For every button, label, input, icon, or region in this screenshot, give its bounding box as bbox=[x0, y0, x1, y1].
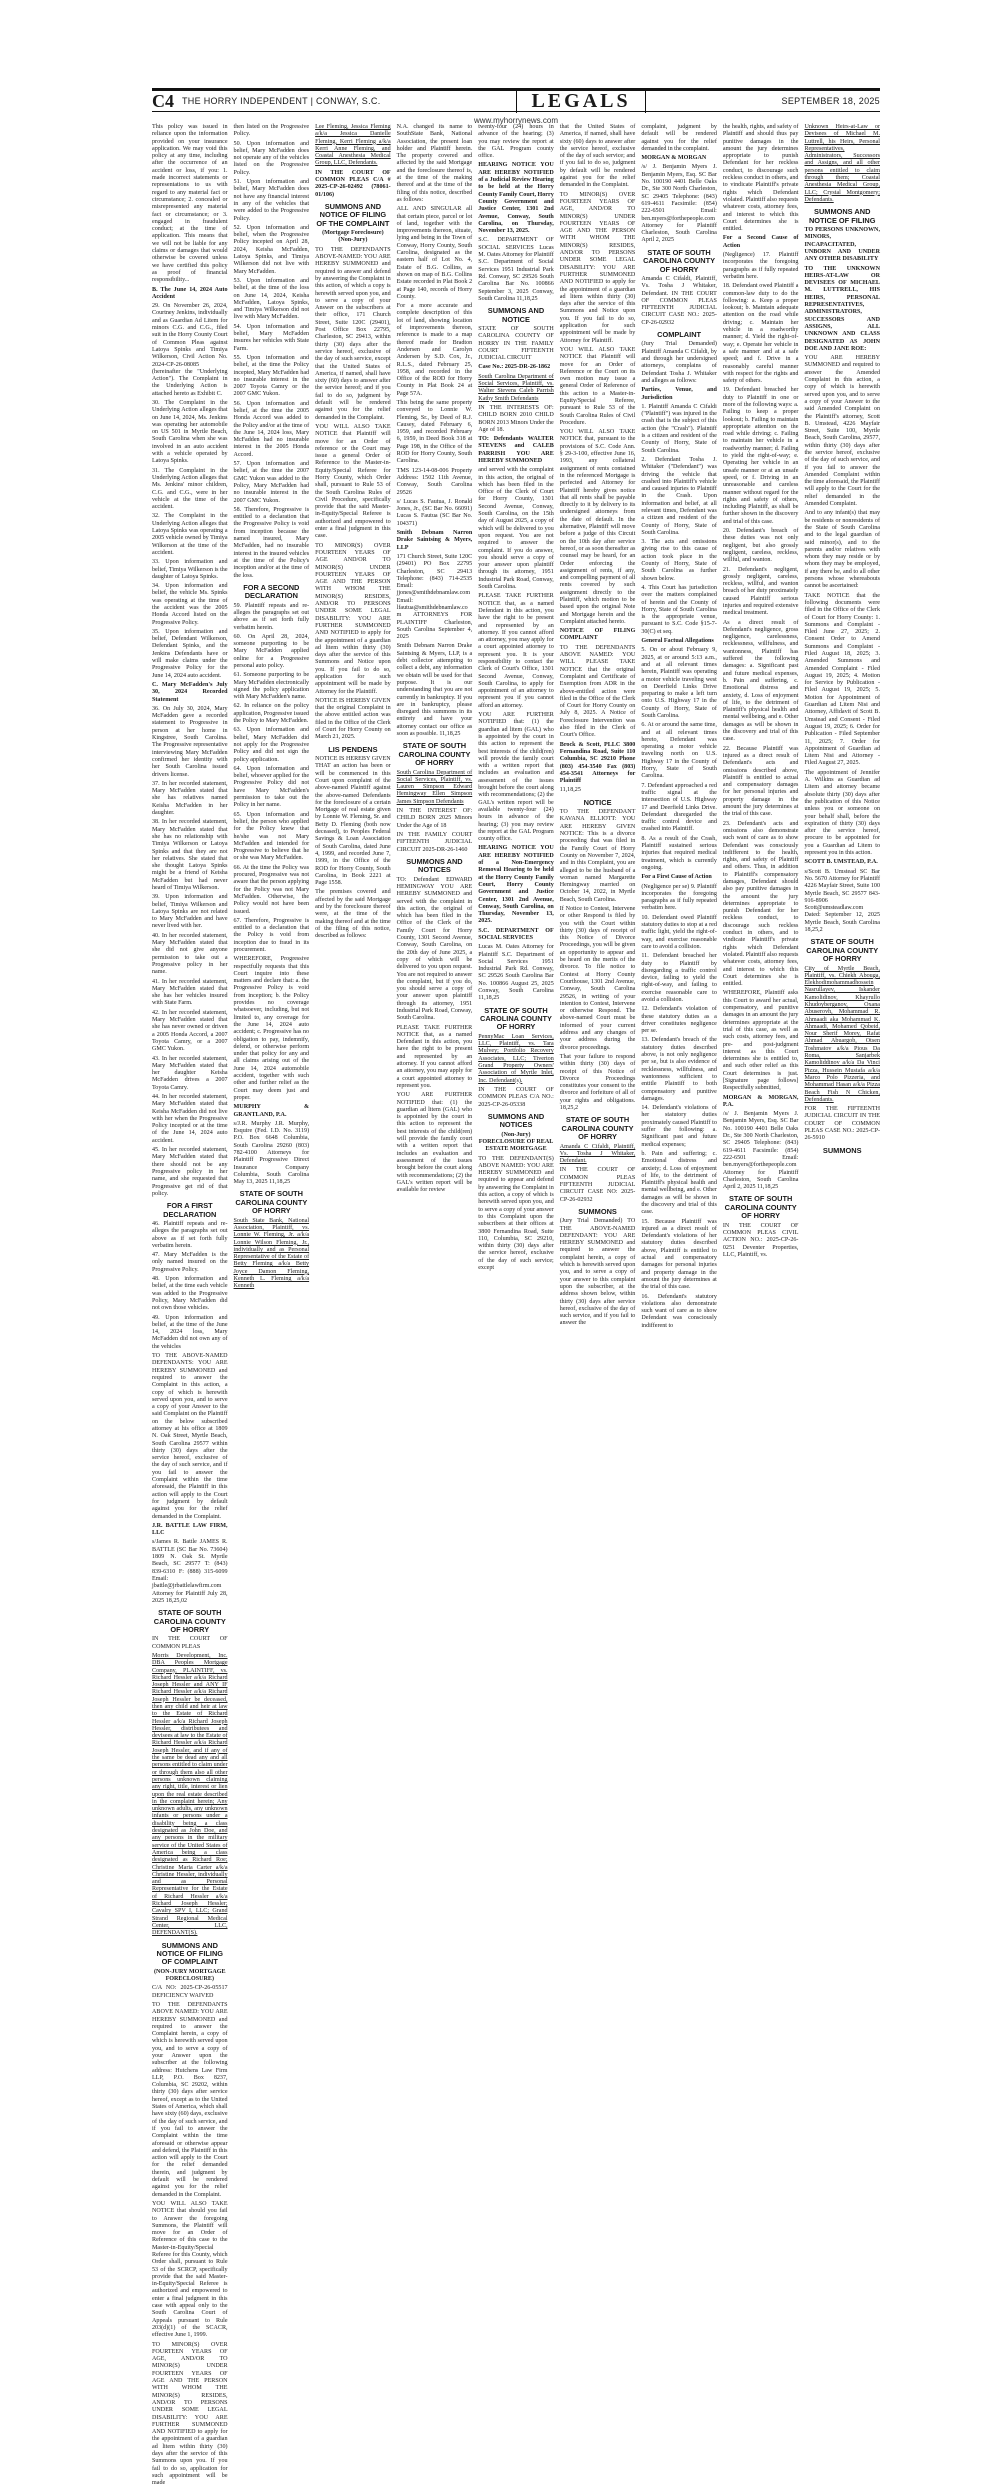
notice-paragraph: 8. As a result of the Crash, Plaintiff sustained serious injuries that required medical treatment, which is currently ongoing. bbox=[641, 835, 717, 871]
notice-paragraph: 40. In her recorded statement, Mary McFadden stated that she did not give anyone permission to take out a Progressive policy in her name. bbox=[152, 932, 228, 976]
notice-heading: SUMMONS bbox=[578, 1206, 617, 1216]
notice-paragraph: YOU WILL ALSO TAKE NOTICE that Plaintiff will move for an Order of reference or the Court may issue a general Order of Reference to the Master-in-Equity/Special Referee for Horry County, which Order shall, pursuant to Rule 53 of the South Carolina Rules of Civil Procedure, specifically provide that the said Master-in-Equity/Special Referee is authorized and empowered to enter a final judgment in this case. bbox=[315, 423, 391, 540]
notice-paragraph: 11,18,25 bbox=[559, 787, 581, 794]
case-parties: City of Myrtle Beach, Plaintiff, vs. Chiekh Abouga, Elekhodimohammadhossein Nasrullayev, Iskander Kamolidinov, Khayrullo Khudoyberganov, Oxana Abuserovh, Mohammad R. Ahmaadi aka Mohammad K. Ahmaadi, Mohamed Qobeid, Nour Sherif Morey, Rafat Ahmad Abuargob, Otsen Toshmatov a/k/a Pious Da Roma, Sanjarbek Kamoliddinov a/k/a Da Vinci Pizza, Hussein Mustafa a/k/a Marco Polo Pizzeria, and Mohammad Hasan a/k/a Pizza Beach Fish N Chicken, Defendants. bbox=[804, 965, 880, 1103]
notice-paragraph: 12. Defendant's violation of these statutory duties as a driver constitutes negligence per se. bbox=[641, 1006, 717, 1035]
bold-caption: S.C. DEPARTMENT OF SOCIAL SERVICES bbox=[478, 927, 554, 941]
notice-heading: SUMMONS AND NOTICES bbox=[406, 856, 463, 875]
notice-paragraph: 61. Someone purporting to be Mary McFadden electronically signed the policy application with Mary McFadden's name. bbox=[233, 672, 310, 701]
notice-paragraph: IN THE FAMILY COURT FIFTEENTH JUDICIAL CIRCUIT 2025-DR-26-1460 bbox=[396, 831, 473, 853]
notice-paragraph: 63. Upon information and belief, Mary McFadden did not apply for the Progressive Policy and did not sign the policy application. bbox=[233, 727, 310, 763]
notice-paragraph: NOTICE IS HEREBY GIVEN THAT an action has been or will be commenced in this Court upon complaint of the above-named Plaintiff against the above-named Defendants for the foreclosure of a certain Mortgage of real estate given by Lonnie W. Fleming, Sr. and Betty D. Fleming (both now deceased), to Peoples Federal Savings & Loan Association of South Carolina, dated June 4, 1999, and recorded June 7, 1999, in the Office of the ROD for Horry County, South Carolina, in Book 2221 at Page 1558. bbox=[315, 756, 391, 887]
notice-paragraph: 55. Upon information and belief, at the time the Policy incepted, Mary McFadden had no insurable interest in the 2007 Toyota Camry or the 2007 GMC Yukon. bbox=[233, 354, 310, 398]
notice-paragraph: 3. The acts and omissions giving rise to this cause of action took place in the County of Horry, State of South Carolina as further shown below. bbox=[641, 539, 717, 582]
notice-paragraph: 19. Defendant breached her duty to Plaintiff in one or more of the following ways: a. Failing to keep a proper lookout; b. Failing to maintain appropriate attention on the road while driving; c. Failing to maintain her vehicle in a roadworthy manner; d. Failing to yield the right-of-way; e. Operating her vehicle in an unsafe manner or at an unsafe speed, or f. Driving in an unreasonable and careless manner without regard for the rights and safety of others, including Plaintiff, as shall be further shown in the discovery and trial of this case. bbox=[722, 387, 799, 525]
notice-paragraph: IN THE INTERESTS OF: CHILD BORN 2010 CHILD BORN 2013 Minors Under the Age of 18. bbox=[478, 404, 554, 433]
notice-paragraph: For a more accurate and complete description of this lot of land, showing location of improvements thereon, reference is made to a map thereof made for Bradton Andersen and Carolyn Andersen by S.D. Cox, Jr., R.L.S., dated February 25, 1958, and recorded in the Office of the ROD for Horry County in Plat Book 24 at Page 57A. bbox=[396, 303, 473, 397]
notice-paragraph: ALL AND SINGULAR all that certain piece, parcel or lot of land, together with the improvements thereon, situate, lying and being in the Town of Conway, Horry County, South Carolina, designated as the eastern half of Lot No. 4, Estate of B.G. Collins, as shown on map of B.G. Collins Estate recorded in Plat Book 2 at Page 140, records of Horry County. bbox=[396, 206, 473, 300]
text-column bbox=[234, 124, 310, 1353]
notice-heading: STATE OF SOUTH CAROLINA COUNTY OF HORRY bbox=[643, 247, 716, 274]
notice-paragraph: IN THE COURT OF COMMON PLEAS C/A NO.: 2025-CP-26-05338 bbox=[478, 1086, 554, 1108]
bold-caption: HEARING NOTICE YOU ARE HEREBY NOTIFIED of a Non-Emergency Removal Hearing to be held at the Horry County Family Court, Horry County Government and Justice Center, 1301 2nd Avenue, Conway, South Carolina, on Thursday, November 13, 2025. bbox=[478, 845, 554, 925]
notice-paragraph: 23. Defendant's acts and omissions also demonstrate such want of care as to show Defendant was consciously indifferent to the health, rights, and safety of Plaintiff and others. Thus, in addition to Plaintiff's compensatory damages, Defendant should also pay punitive damages in the amount the jury determines appropriate to punish Defendant for her reckless conduct, to discourage such reckless conduct in others, and to vindicate Plaintiff's private rights which Defendant violated. Plaintiff also requests whatever costs, attorney fees, and interest to which this Court determines she is entitled. bbox=[722, 820, 799, 988]
notice-paragraph: s/Scott B. Umstead SC Bar No. 5670 Attorney for Plaintiff 4226 Mayfair Street, Suite 100 Myrtle Beach, SC 29577 843-916-8906 Scott@umsteadlaw.com Dated: September 12, 2025 Myrtle Beach, South Carolina 18,25,2 bbox=[804, 868, 880, 933]
notice-paragraph: IN THE INTEREST OF: CHILD BORN 2025 Minors Under the Age of 18 bbox=[396, 808, 473, 829]
notice-paragraph: TO THE DEFENDANT(S) ABOVE NAMED: YOU ARE HEREBY SUMMONED and required to appear and defend by answering the Complaint in this action, a copy of which is herewith served upon you, and to serve a copy of your answer to this Complaint upon the subscribers at their offices at 3800 Fernandina Road, Suite 110, Columbia, SC 29210, within thirty (30) days after the service hereof, exclusive of the day of such service; except bbox=[478, 1155, 554, 1271]
notice-paragraph: 35. Upon information and belief, Defendant Wilkerson, Defendant Spinks, and the Jenkins Defendants have or will make claims under the Progressive Policy for the June 14, 2024 auto accident. bbox=[152, 628, 228, 679]
bold-caption: HEARING NOTICE YOU ARE HEREBY NOTIFIED of a Judicial Review Hearing to be held at the Horry County Family Court, Horry County Government and Justice Center, 1301 2nd Avenue, Conway, South Carolina, on Thursday, November 13, 2025. bbox=[478, 162, 554, 235]
text-column bbox=[315, 124, 391, 1353]
notice-paragraph: N.A. changed its name to SouthState Bank, National Association, the present loan holder and Plaintiff herein. The property covered and affected by the said Mortgage and the foreclosure thereof is, at the time of the making thereof and at the time of the filing of this notice, described as follows: bbox=[396, 124, 473, 203]
notice-paragraph: 59. Plaintiff repeats and re-alleges the paragraphs set out above as if set forth fully verbatim herein. bbox=[233, 602, 310, 631]
publication-name: THE HORRY INDEPENDENT | CONWAY, S.C. bbox=[182, 96, 381, 106]
notice-paragraph: TO THE DEFENDANTS ABOVE NAMED: YOU WILL PLEASE TAKE NOTICE that the original Complaint and Certificate of Exemption from ADR in the above-entitled action were filed in the Office of the Clerk of Court for Horry County on July 8, 2025. A Notice of Foreclosure Intervention was also filed in the Clerk of Court's Office. bbox=[559, 644, 636, 739]
case-parties: Amanda C Cifaldi, Plaintiff, Vs. Tosha J Whitaker, Defendant. bbox=[559, 1143, 636, 1165]
notice-paragraph: YOU WILL ALSO TAKE NOTICE that, pursuant to the provisions of S.C. Code Ann. § 29-3-100, effective June 16, 1993, any collateral assignment of rents contained in the referenced Mortgage is perfected and Attorney for Plaintiff hereby gives notice that all rents shall be payable directly to it by delivery to its undersigned attorneys from the date of default. In the alternative, Plaintiff will move before a judge of this Circuit on the 10th day after service hereof, or as soon thereafter as counsel may be heard, for an Order enforcing the assignment of rents, if any, and compelling payment of all rents covered by such assignment directly to the Plaintiff, which motion to be based upon the original Note and Mortgage herein and the Complaint attached hereto. bbox=[559, 429, 636, 625]
case-parties: South Carolina Department of Social Services, Plaintiff, vs. Walter Stevens Caleb Parrish Kathy Smith Defendants bbox=[478, 373, 554, 402]
notice-paragraph: TO MINOR(S) OVER FOURTEEN YEARS OF AGE, AND/OR TO MINOR(S) UNDER FOURTEEN YEARS OF AGE AND THE PERSON WITH WHOM THE MINOR(S) RESIDES, AND/OR TO PERSONS UNDER SOME LEGAL DISABILITY: YOU ARE FURTHER SUMMONED AND NOTIFIED to apply for the appointment of a guardian ad litem within thirty (30) days after the service of this Summons and Notice upon you. If you fail to do so, application for such appointment will be made by Attorney for Plaintiff. bbox=[559, 191, 636, 344]
notice-paragraph: FOR THE FIFTEENTH JUDICIAL CIRCUIT IN THE COURT OF COMMON PLEAS CASE NO.: 2025-CP-26-5910 bbox=[804, 1106, 880, 1142]
notice-paragraph: (Jury Trial Demanded) TO THE ABOVE-NAMED DEFENDANT: YOU ARE HEREBY SUMMONED and required to answer the complaint herein, a copy of which is herewith served upon you, and to serve a copy of your answer to this complaint upon the subscriber, at the address shown below, within thirty (30) days after service hereof, exclusive of the day of such service, and if you fail to answer the bbox=[559, 1218, 636, 1327]
notice-paragraph: b. Pain and suffering; c. Emotional distress and anxiety; d. Loss of enjoyment of life, to the detriment of Plaintiff's physical health and mental wellbeing, and e. Other damages as will be shown in the discovery and trial of this case. bbox=[641, 1150, 717, 1216]
text-column bbox=[152, 124, 228, 1353]
notice-paragraph: 171 Church Street, Suite 120C (29401) PO Box 22795 Charleston, SC 29413 Telephone: (843) 714-2535 Email: jjones@smithdebnamlaw.com Email: lfautua@smithdebnamlaw.com ATTORNEYS FOR PLAINTIFF Charleston, South Carolina September 4, 2025 bbox=[396, 553, 473, 641]
notice-paragraph: 42. In her recorded statement, Mary McFadden stated that she has never owned or driven a 2005 Honda Accord, a 2007 Toyota Camry, or a 2007 GMC Yukon. bbox=[152, 1009, 228, 1053]
notice-paragraph: 62. In reliance on the policy application, Progressive issued the Policy to Mary McFadden. bbox=[233, 703, 310, 725]
notice-paragraph: 60. On April 28, 2024, someone purporting to be Mary McFadden applied online for a Progressive personal auto policy. bbox=[233, 633, 310, 669]
notice-paragraph: 15. Because Plaintiff was injured as a direct result of Defendant's violations of her statutory duties described above, Plaintiff is entitled to actual and compensatory damages for personal injuries and property damage in the amount the jury determines at the trial of this case. bbox=[641, 1218, 717, 1291]
bold-caption: Smith Debnam Narron Drake Saintsing & Myers, LLP bbox=[396, 530, 473, 551]
issue-date: SEPTEMBER 18, 2025 bbox=[781, 96, 880, 106]
notice-heading: SUMMONS AND NOTICES bbox=[487, 1111, 545, 1130]
text-column bbox=[723, 124, 799, 1353]
notice-paragraph: s/James R. Battle JAMES R. BATTLE (SC Bar No. 73604) 1809 N. Oak St. Myrtle Beach, SC 29577 T: (843) 839-6310 F: (888) 315-6099 Email: jbattle@jrbattlelawfirm.com Attorney for Plaintiff July 28, 2025 18,25,02 bbox=[152, 1539, 228, 1604]
notice-paragraph: 48. Upon information and belief, at the time each vehicle was added to the Progressive Policy, Mary McFadden did not own those vehicles. bbox=[152, 1276, 228, 1312]
notice-paragraph: s/J.R. Murphy J.R. Murphy, Esquire (Fed. I.D. No. 3119) P.O. Box 6648 Columbia, South Carolina 29260 (803) 782-4100 Attorneys for Plaintiff Progressive Direct Insurance Company Columbia, South Carolina May 13, 2025 11,18,25 bbox=[233, 1120, 310, 1186]
notice-paragraph: 39. Upon information and belief, Timiya Wilkerson and Latoya Spinks are not related to Mary McFadden and have never lived with her. bbox=[152, 894, 228, 930]
notice-subheading: (Non-Jury) FORECLOSURE OF REAL ESTATE MORTGAGE bbox=[478, 1131, 554, 1153]
notice-paragraph: 65. Upon information and belief, the person who applied for the Policy knew that he/she was not Mary McFadden and intended for Progressive to believe that he or she was Mary McFadden. bbox=[233, 811, 310, 862]
case-parties: Morris Development, Inc. DBA Peoples Mortgage Company, PLAINTIFF, vs. Richard Hessler a/k/a Richard Joseph Hessler and ANY IF Richard Hessler a/k/a Richard Joseph Hessler be deceased, then any child and heir at law to the Estate of Richard Hessler a/k/a Richard Joseph Hessler, distributees and devisees at law to the Estate of Richard Hessler a/k/a Richard Joseph Hessler, and if any of the same be dead any and all persons entitled to claim under or through them also all other persons unknown claiming any right, title, interest or lien upon the real estate described in the complaint herein; Any unknown adults, any unknown infants or persons under a disability being a class designated as John Doe, and any persons in the military service of the United States of America being a class designated as Richard Roe; Christine Maria Carter a/k/a Christine Hessler, individually and as Personal Representative for the Estate of Richard Hessler a/k/a Richard Joseph Hessler; Cavalry SPV I, LLC; Grand Strand Regional Medical Center, LLC, DEFENDANT(S). bbox=[152, 1652, 228, 1937]
notice-paragraph: TO THE DEFENDANTS ABOVE-NAMED: YOU ARE HEREBY SUMMONED and required to answer and defend by answering the Complaint in this action, of which a copy is herewith served upon you, and to serve a copy of your Answer on the subscribers at their office, 171 Church Street, Suite 120C (29401), Post Office Box 22795, Charleston, SC 29413, within thirty (30) days after the service hereof, exclusive of the day of such service, except that the United States of America, if named, shall have sixty (60) days to answer after the service hereof; and if you fail to do so, judgment by default will be rendered against you for the relief demanded in the Complaint. bbox=[315, 246, 391, 421]
notice-paragraph: 45. In her recorded statement, Mary McFadden stated that there should not be any Progressive policy in her name, and she requested that Progressive get rid of that policy. bbox=[152, 1147, 228, 1197]
notice-subheading: (Mortgage Foreclosure) (Non-Jury) bbox=[322, 230, 384, 244]
notice-paragraph: 5. On or about February 9, 2025, at or around 5:13 a.m., and at all relevant times herein, Plaintiff was operating a motor vehicle traveling west on Deerfield Links Drive preparing to make a left turn onto U.S. Highway 17 in the County of Horry, State of South Carolina. bbox=[641, 647, 717, 719]
notice-paragraph: The premises covered and affected by the said Mortgage and by the foreclosure thereof were, at the time of the making thereof and at the time of the filing of this notice, described as follows: bbox=[315, 889, 391, 940]
notice-paragraph: complaint, judgment by default will be rendered against you for the relief demanded in the complaint. bbox=[641, 124, 717, 152]
bold-caption: For a First Cause of Action bbox=[641, 874, 712, 881]
notice-paragraph: 37. In her recorded statement, Mary McFadden stated that she has relatives named Keisha McFadden in her daughter. bbox=[152, 780, 228, 817]
notice-heading: STATE OF SOUTH CAROLINA COUNTY OF HORRY bbox=[235, 1189, 308, 1216]
notice-paragraph: that the United States of America, if named, shall have sixty (60) days to answer after the service hereof, exclusive of the day of such service; and if you fail to do so, judgment by default will be rendered against you for the relief demanded in the Complaint. bbox=[559, 124, 636, 189]
notice-paragraph: and served with the complaint in this action, the original of which has been filed in the Office of the Clerk of Court for Horry County, 1301 Second Avenue, Conway, South Carolina, on the 15th day of August 2025, a copy of which will be delivered to you upon request. You are not required to answer the complaint. If you do answer, you should serve a copy of your answer upon plaintiff through its attorney, 1951 Industrial Park Road, Conway, South Carolina. bbox=[478, 467, 554, 591]
notice-paragraph: C/A NO: 2025-CP-26-05517 DEFICIENCY WAIVED bbox=[152, 1985, 228, 1999]
notice-paragraph: 57. Upon information and belief, at the time the 2007 GMC Yukon was added to the Policy, Mary McFadden had no insurable interest in the 2007 GMC Yukon. bbox=[233, 461, 310, 504]
notice-paragraph: TO THE ABOVE-NAMED DEFENDANTS: YOU ARE HEREBY SUMMONED and required to answer the Complaint in this action, a copy of which is herewith served upon you, and to serve a copy of your Answer to the said Complaint on the Plaintiff on the below subscribed attorney at his office at 1809 N. Oak Street, Myrtle Beach, South Carolina 29577 within thirty (30) days after the service hereof, exclusive of the day of such service, and if you fail to answer the Complaint within the time aforesaid, the Plaintiff in this action will apply to the Court for judgment by default against you for the relief demanded in the Complaint. bbox=[152, 1353, 228, 1520]
site-url[interactable]: www.myhorrynews.com bbox=[473, 116, 558, 125]
bold-caption: Case No.: 2025-DR-26-1862 bbox=[478, 364, 551, 371]
notice-paragraph: 16. Defendant's statutory violations also demonstrate such want of care as to show Defendant was consciously indifferent to bbox=[641, 1293, 717, 1329]
bold-caption: B. The June 14, 2024 Auto Accident bbox=[152, 286, 228, 300]
text-column bbox=[478, 124, 554, 1353]
notice-paragraph: 38. In her recorded statement, Mary McFadden stated that she has no relationship with Timiya Wilkerson or Latoya Spinks and that they are not her relatives. She stated that she thought Latoya Spinks might be a friend of Keisha McFadden but had never heard of Timiya Wilkerson. bbox=[152, 819, 228, 891]
notice-heading: STATE OF SOUTH CAROLINA COUNTY OF HORRY bbox=[724, 1194, 797, 1221]
notice-paragraph: 46. Plaintiff repeats and re-alleges the paragraphs set out above as if set forth fully verbatim herein. bbox=[152, 1220, 228, 1249]
bold-caption: TO: Defendants WALTER STEVENS and CALEB PARRISH YOU ARE HEREBY SUMMONED bbox=[478, 436, 554, 464]
text-column bbox=[397, 124, 473, 1353]
case-parties: South Carolina Department of Social Services, Plaintiff, vs. Lauren Simpson Edward Hemingway Ellen Simpson James Simpson Defendants bbox=[396, 769, 473, 805]
notice-paragraph: 43. In her recorded statement, Mary McFadden stated that her daughter Keisha McFadden drives a 2007 Toyota Camry. bbox=[152, 1055, 228, 1091]
case-parties: Lee Fleming, Jessica Fleming a/k/a Jessica Danielle Fleming, Kerri Fleming a/k/a Kerri Anne Fleming, and Coastal Anesthesia Medical Group, LLC, Defendants. bbox=[315, 124, 391, 167]
legal-notice-columns bbox=[152, 124, 880, 2487]
notice-paragraph: WHEREFORE, Plaintiff asks this Court to award her actual, compensatory, and punitive damages in an amount the jury determines appropriate at the trial of this case, as well as such costs, attorney fees, and pre- and post-judgment interest as this Court determines she is entitled to, and such other relief as this Court determines is just. [Signature page follows] Respectfully submitted, bbox=[722, 990, 799, 1092]
bold-caption: C. Mary McFadden's July 30, 2024 Recorded Statement bbox=[152, 681, 228, 703]
text-column bbox=[641, 124, 717, 1353]
notice-paragraph: TMS 123-14-08-006 Property Address: 1502 11th Avenue, Conway, South Carolina 29526 bbox=[396, 467, 473, 496]
notice-paragraph: 31. The Complaint in the Underlying Action alleges that Ms. Jenkins' minor children, C.G. and C.G., were in her vehicle at the time of the accident. bbox=[152, 467, 228, 511]
notice-heading: FOR A FIRST DECLARATION bbox=[163, 1201, 217, 1219]
notice-heading: COMPLAINT bbox=[657, 330, 702, 340]
notice-paragraph: (Negligence per se) 9. Plaintiff incorporates the foregoing paragraphs as if fully repeated verbatim here. bbox=[641, 883, 717, 912]
case-parties: Unknown Heirs-at-Law or Devisees of Michael M. Luttrell, his Heirs, Personal Representatives, Administrators, Successors and Assigns, and all other persons entitled to claim through them; Coastal Anesthesia Medical Group, LLC; Crystal Montgomery; Defendants. bbox=[804, 124, 880, 203]
notice-paragraph: TO MINOR(S) OVER FOURTEEN YEARS OF AGE AND/OR TO MINOR(S) UNDER FOURTEEN YEARS OF AGE AND THE PERSON WITH WHOM THE MINOR(S) RESIDES, AND/OR TO PERSONS UNDER SOME LEGAL DISABILITY: YOU ARE FURTHER SUMMONED AND NOTIFIED to apply for the appointment of a guardian ad litem within thirty (30) days after the service of this Summons and Notice upon you. If you fail to do so, application for such appointment will be made by Attorney for the Plaintiff. bbox=[315, 542, 391, 695]
notice-paragraph: TO THE DEFENDANTS ABOVE NAMED: YOU ARE HEREBY SUMMONED and required to answer the Complaint herein, a copy of which is herewith served upon you, and to serve a copy of your Answer upon the subscriber at the following address: Hutchens Law Firm LLP, P.O. Box 8237, Columbia, SC 29202, within thirty (30) days after service hereof, except as to the United States of America, which shall have sixty (60) days, exclusive of the day of such service, and if you fail to answer the Complaint within the time aforesaid or otherwise appear and defend, the Plaintiff in this action will apply to the Court for the relief demanded therein, and judgment by default will be rendered against you for the relief demanded in the Complaint. bbox=[152, 2001, 228, 2198]
notice-paragraph: WHEREFORE, Progressive respectfully requests that this Court inquire into these matters and declare that: a. the Progressive Policy is void from inception; b. the Policy provides no coverage whatsoever, including, but not limited to, any coverage for the June 14, 2024 auto accident; c. Progressive has no obligation to pay, indemnify, defend, or otherwise perform under that policy for any and all claims arising out of the June 14, 2024 automobile accident, together with such other and further relief as the Court may deem just and proper. bbox=[233, 956, 310, 1101]
bold-caption: For a Second Cause of Action bbox=[722, 235, 799, 249]
notice-paragraph: 56. Upon information and belief, at the time the 2005 Honda Accord was added to the Policy and/or at the time of the June 14, 2024 loss, Mary McFadden had no insurable interest in the 2005 Honda Accord. bbox=[233, 400, 310, 458]
bold-caption: Brock & Scott, PLLC 3800 Fernandina Road, Suite 110 Columbia, SC 29210 Phone (803) 454-3540 Fax (803) 454-3541 Attorneys for Plaintiff bbox=[559, 741, 636, 785]
notice-paragraph: This being the same property conveyed to Lonnie W. Fleming, Sr., by Deed of R.J. Causey, dated February 6, 1959, and recorded February 6, 1959, in Deed Book 318 at Page 198, in the Office of the ROD for Horry County, South Carolina. bbox=[396, 399, 473, 465]
notice-heading: SUMMONS bbox=[822, 1145, 862, 1155]
notice-paragraph: YOU ARE FURTHER NOTIFIED that: (1) the guardian ad litem (GAL) who is appointed by the court in this action to represent the best interests of the child(ren) will provide the family court with a written report that includes an evaluation and assessment of the issues brought before the court along with recommendations; (2) the GAL's written report will be available twenty-four (24) hours in advance of the hearing; (3) you may review the report at the GAL Program county office. bbox=[478, 712, 554, 843]
bold-caption: NOTICE OF FILING COMPLAINT bbox=[559, 628, 636, 642]
notice-paragraph: 7. Defendant approached a red traffic signal at the intersection of U.S. Highway 17 and Deerfield Links Drive. Defendant disregarded the traffic control device and crashed into Plaintiff. bbox=[641, 782, 717, 833]
notice-paragraph: STATE OF SOUTH CAROLINA COUNTY OF HORRY IN THE FAMILY COURT FIFTEENTH JUDICIAL CIRCUIT bbox=[478, 325, 554, 362]
notice-paragraph: YOU WILL ALSO TAKE NOTICE that should you fail to Answer the foregoing Summons, the Plaintiff will move for an Order of Reference of this case to the Master-in-Equity/Special Referee for this County, which Order shall, pursuant to Rule 53 of the SCRCP, specifically provide that the said Master-in-Equity/Special Referee is authorized and empowered to enter a final judgment in this case with appeal only to the South Carolina Court of Appeals pursuant to Rule 203(d)(1) of the SCACR, effective June 1, 1999. bbox=[152, 2200, 228, 2339]
notice-paragraph: 29. On November 26, 2024, Courtney Jenkins, individually and as Guardian Ad Litem for minors C.G. and C.G., filed suit in the Horry County Court of Common Pleas against Latoya Spinks and Timiya Wilkerson, Civil Action No. 2024-CP-26-08085 (hereinafter the "Underlying Action"). The Complaint in the Underlying Action is attached hereto as Exhibit C. bbox=[152, 303, 228, 397]
notice-paragraph: TAKE NOTICE that the following documents were filed in the Office of the Clerk of Court for Horry County: 1. Summons and Complaint - Filed June 27, 2025; 2. Consent Order to Amend Summons and Complaint - Filed August 18, 2025; 3. Amended Summons and Amended Complaint - Filed August 19, 2025; 4. Motion for Service by Publication - Filed August 19, 2025; 5. Motion for Appointment of Guardian ad Litem Nisi and Attorney, Affidavit of Scott B. Umstead and Consent - Filed August 19, 2025; 6. Order for Publication - Filed September 11, 2025; 7. Order for Appointment of Guardian ad Litem Nisi and Attorney - Filed August 27, 2025. bbox=[804, 592, 880, 767]
notice-paragraph: 64. Upon information and belief, whoever applied for the Progressive Policy did not have Mary McFadden's permission to take out the Policy in her name. bbox=[233, 765, 310, 809]
notice-paragraph: 44. In her recorded statement, Mary McFadden stated that Keisha McFadden did not live with her when the Progressive Policy incepted or at the time of the June 14, 2024 auto accident. bbox=[152, 1094, 228, 1144]
notice-heading: STATE OF SOUTH CAROLINA COUNTY OF HORRY bbox=[479, 1005, 552, 1032]
notice-heading: LIS PENDENS bbox=[328, 744, 378, 754]
notice-paragraph: YOU ARE HEREBY SUMMONED and required to answer the Amended Complaint in this action, a copy of which is herewith served upon you, and to serve a copy of your Answer to the said Amended Complaint on the Plaintiff's attorney, Scott B. Umstead, 4226 Mayfair Street, Suite 100, Myrtle Beach, South Carolina, 29577, within thirty (30) days after the service hereof, exclusive of the day of such service, and if you fail to answer the Amended Complaint within the time aforesaid, the Plaintiff will apply to the Court for the relief demanded in the Amended Complaint. bbox=[804, 355, 880, 508]
notice-paragraph: Amanda C Cifaldi, Plaintiff, Vs. Tosha J Whitaker, Defendant. IN THE COURT OF COMMON PLEAS FIFTEENTH JUDICIAL CIRCUIT CASE NO.: 2025-CP-26-02932 bbox=[641, 275, 717, 326]
notice-paragraph: As a direct result of Defendant's negligence, gross negligence, carelessness, recklessness, willfulness, and wantonness, Plaintiff has suffered the following damages: a. Significant past and future medical expenses, b. Pain and suffering, c. Emotional distress and anxiety, d. Loss of enjoyment of life, to the detriment of Plaintiff's physical health and mental wellbeing, and e. Other damages as will be shown in the discovery and trial of this case. bbox=[722, 619, 799, 743]
notice-paragraph: 4. This Court has jurisdiction over the matters complained of herein and the County of Horry, State of South Carolina is the appropriate venue, pursuant to S.C. Code §15-7-30(C) et seq. bbox=[641, 584, 717, 635]
notice-paragraph: 30. The Complaint in the Underlying Action alleges that on June 14, 2024, Ms. Jenkins was operating her automobile on US 501 in Myrtle Beach, South Carolina when she was involved in an auto accident with a vehicle operated by Latoya Spinks. bbox=[152, 399, 228, 465]
notice-heading: STATE OF SOUTH CAROLINA COUNTY OF HORRY bbox=[561, 1115, 634, 1142]
notice-paragraph: IN THE COURT OF COMMON PLEAS bbox=[152, 1636, 228, 1650]
notice-paragraph: The appointment of Jennifer A. Wilkins as Guardian ad Litem and attorney became absolute thirty (30) days after the publication of this Notice unless you or someone on your behalf shall, before the expiration of thirty (30) days after the service hereof, procure to be appointed for you a Guardian ad Litem to represent you in this action. bbox=[804, 769, 880, 857]
notice-paragraph: YOU WILL ALSO TAKE NOTICE that Plaintiff will move for an Order of Reference or the Court on its own motion may issue a general Order of Reference of this action to a Master-in-Equity/Special Referee, pursuant to Rule 53 of the South Carolina Rules of Civil Procedure. bbox=[559, 346, 636, 426]
notice-heading: SUMMONS AND NOTICE OF FILING OF COMPLAINT bbox=[156, 1940, 224, 1967]
notice-paragraph: 47. Mary McFadden is the only named insured on the Progressive Policy. bbox=[152, 1252, 228, 1273]
notice-paragraph: 1. Plaintiff Amanda C Cifaldi ("Plaintiff") was injured in the crash that is the subject of this action (the "Crash"). Plaintiff is a citizen and resident of the County of Horry, State of South Carolina. bbox=[641, 403, 717, 454]
bold-caption: General Factual Allegations bbox=[641, 638, 714, 645]
notice-heading: SUMMONS AND NOTICE OF FILING bbox=[808, 207, 876, 225]
bold-caption: TO THE UNKNOWN HEIRS-AT-LAW OR DEVISEES OF MICHAEL M. LUTTRELL, HIS HEIRS, PERSONAL REPRESENTATIVES, ADMINISTRATORS, SUCCESSORS AND ASSIGNS, ALL UNKNOWN AND CLASS DESIGNATED AS JOHN DOE AND JANE ROE: bbox=[804, 265, 880, 352]
notice-paragraph: TO THE DEFENDANT KAVANA ELLIOTT: YOU ARE HEREBY GIVEN NOTICE: This is a divorce proceeding that was filed in the Family Court of Horry County on November 7, 2024, and in this Complaint, you are alleged to be the husband of a woman named Margarette Hemingway married on October 14, 2022, in Myrtle Beach, South Carolina. bbox=[559, 809, 636, 903]
notice-paragraph: 2. Defendant Tosha J. Whitaker ("Defendant") was driving the vehicle that crashed into Plaintiff's vehicle and caused injuries to Plaintiff in the Crash. Upon information and belief, at all relevant times, Defendant was a citizen and resident of the County of Horry, State of South Carolina. bbox=[641, 456, 717, 536]
notice-paragraph: That your failure to respond within thirty (30) days of receipt of this Notice of Divorce Proceedings constitutes your consent to the divorce and forfeiture of all of your rights and obligations. 18,25,2 bbox=[559, 1053, 636, 1111]
notice-heading: SUMMONS AND NOTICE bbox=[487, 306, 545, 324]
bold-caption: MORGAN & MORGAN, P.A. bbox=[722, 1094, 799, 1108]
notice-paragraph: S.C. DEPARTMENT OF SOCIAL SERVICES Lucas M. Oates Attorney for Plaintiff S.C. Department of Social Services 1951 Industrial Park Rd. Conway, SC 29526 South Carolina Bar No. 100866 September 3, 2025 Conway, South Carolina 11,18,25 bbox=[478, 237, 554, 302]
text-column bbox=[804, 124, 880, 1353]
notice-paragraph: If Notice to Contest, Intervene or other Respond is filed by you with the Court within thirty (30) days of receipt of this Notice of Divorce Proceedings, you will be given an opportunity to appear and be heard on the merits of the divorce. To file notice to Contest at Horry County Courthouse, 1301 2nd Avenue, Conway, South Carolina 29526, in writing of your intention to Contest, Intervene or otherwise Respond. The above-named Court must be informed of your current address and any changes of your address during the divorce proceedings. bbox=[559, 905, 636, 1051]
notice-paragraph: twenty-four (24) hours in advance of the hearing; (3) you may review the report at the GAL Program county office. bbox=[478, 124, 554, 160]
notice-paragraph: the health, rights, and safety of Plaintiff and should thus pay punitive damages in the amount the jury determines appropriate to punish Defendant for her reckless conduct, to discourage such reckless conduct in others, and to vindicate Plaintiff's private rights which Defendant violated. Plaintiff also requests whatever costs, attorney fees, and interest to which this Court determines she is entitled. bbox=[722, 124, 799, 233]
notice-heading: SUMMONS AND NOTICE OF FILING OF THE COMPLAINT bbox=[316, 201, 390, 228]
notice-paragraph: PLEASE TAKE FURTHER NOTICE that, as a named Defendant in this action, you have the right to be present and represented by an attorney. If you cannot afford an attorney, you may apply for a court appointed attorney to represent you. bbox=[396, 1024, 473, 1089]
notice-paragraph: NOTICE IS HEREBY GIVEN that the original Complaint in the above entitled action was filed in the Office of the Clerk of Court for Horry County on March 21, 2025. bbox=[315, 697, 391, 741]
bold-caption: TO PERSONS UNKNOWN, MINORS, INCAPACITATED, UNBORN AND UNDER ANY OTHER DISABILITY bbox=[804, 227, 880, 263]
notice-paragraph: YOU ARE FURTHER NOTIFIED that: (1) the guardian ad litem (GAL) who is appointed by the court in this action to represent the best interests of the child(ren) will provide the family court with a written report that includes an evaluation and assessment of the issues brought before the court along with recommendations; (2) the GAL's written report will be available for review bbox=[396, 1092, 473, 1194]
text-column bbox=[152, 1353, 228, 2489]
notice-paragraph: 33. Upon information and belief, Timiya Wilkerson is the daughter of Latoya Spinks. bbox=[152, 559, 228, 580]
notice-paragraph: (Jury Trial Demanded) Plaintiff Amanda C Cifaldi, by and through her undersigned attorneys, complains of Defendant Tosha J. Whitaker and alleges as follows: bbox=[641, 341, 717, 384]
section-title: LEGALS bbox=[516, 90, 645, 113]
notice-paragraph: PLEASE TAKE FURTHER NOTICE that, as a named Defendant in this action, you have the right to be present and represented by an attorney. If you cannot afford an attorney, you may apply for a court appointed attorney to represent you. It is your responsibility to contact the Clerk of Court's Office, 1301 Second Avenue, Conway, South Carolina, to apply for appointment of an attorney to represent you if you cannot afford an attorney. bbox=[478, 593, 554, 709]
masthead bbox=[152, 88, 880, 112]
notice-paragraph: 22. Because Plaintiff was injured as a direct result of Defendant's acts and omissions described above, Plaintiff is entitled to actual and compensatory damages for her personal injuries and property damage in the amount the jury determines at the trial of this case. bbox=[722, 745, 799, 818]
case-parties: South State Bank, National Association, Plaintiff, vs. Lonnie W. Fleming, Jr. a/k/a Lonnie Wilson Fleming, Jr., individually and as Personal Representative of the Estate of Betty Fleming a/k/a Betty Joyce Damon Fleming, Kenneth L. Fleming a/k/a Kenneth bbox=[233, 1217, 310, 1290]
bold-caption: Parties, Venue, and Jurisdiction bbox=[641, 387, 717, 401]
notice-heading: STATE OF SOUTH CAROLINA COUNTY OF HORRY bbox=[153, 1608, 226, 1634]
bold-caption: MORGAN & MORGAN bbox=[641, 155, 707, 162]
case-parties: PennyMac Loan Services, LLC, Plaintiff, vs. Tara Mulvey; Portfolio Recovery Associates, LLC; Tiverton Grand Property Owners' Association of Myrtle Inlet, Inc. Defendant(s). bbox=[478, 1033, 554, 1084]
notice-paragraph: then listed on the Progressive Policy. bbox=[233, 124, 310, 138]
text-column bbox=[560, 124, 636, 1353]
notice-paragraph: Smith Debnam Narron Drake Saintsing & Myers, LLP, is a debt collector attempting to collect a debt, any information we obtain will be used for that purpose. It is our understanding that you are not currently in bankruptcy. If you are in bankruptcy, please disregard this summons in its entirety and have your attorney contact our office as soon as possible. 11,18,25 bbox=[396, 643, 473, 738]
notice-paragraph: 10. Defendant owed Plaintiff statutory duties to stop at a red traffic light, yield the right-of-way, and exercise reasonable care to avoid a collision. bbox=[641, 914, 717, 950]
notice-heading: FOR A SECOND DECLARATION bbox=[243, 582, 300, 601]
notice-paragraph: /s/ J. Benjamin Myers J. Benjamin Myers, Esq. SC Bar No. 100190 4401 Belle Oaks Dr., Ste 300 North Charleston, SC 29405 Telephone: (843) 619-4611 Facsimile: (854) 222-6501 Email: ben.myers@forthepeople.com Attorney for Plaintiff Charleston, South Carolina April 2, 2025 bbox=[641, 164, 717, 244]
notice-paragraph: Lucas M. Oates Attorney for Plaintiff S.C. Department of Social Services 1951 Industrial Park Rd. Conway, SC 29526 South Carolina Bar No. 100866 August 25, 2025 Conway, South Carolina 11,18,25 bbox=[478, 944, 554, 1002]
notice-paragraph: /s/ J. Benjamin Myers J. Benjamin Myers, Esq. SC Bar No. 100190 4401 Belle Oaks Dr., Ste 300 North Charleston, SC 29405 Telephone: (843) 619-4611 Facsimile: (854) 222-6501 Email: ben.myers@forthepeople.com Attorney for Plaintiff Charleston, South Carolina April 2, 2025 11,18,25 bbox=[722, 1111, 799, 1191]
bold-caption: IN THE COURT OF COMMON PLEAS C/A # 2025-CP-26-02492 (78061-01/106) bbox=[315, 169, 391, 198]
bold-caption: MURPHY & GRANTLAND, P.A. bbox=[233, 1104, 310, 1118]
notice-paragraph: IN THE COURT OF COMMON PLEAS FIFTEENTH JUDICIAL CIRCUIT CASE NO: 2025-CP-26-02932 bbox=[559, 1167, 636, 1203]
notice-paragraph: 36. On July 30, 2024, Mary McFadden gave a recorded statement to Progressive in person at her home in Kingstree, South Carolina. The Progressive representative interviewing Mary McFadden confirmed her identity with her South Carolina issued drivers license. bbox=[152, 705, 228, 778]
notice-paragraph: 11. Defendant breached her duty to Plaintiff by disregarding a traffic control device, failing to yield the right-of-way, and failing to exercise reasonable care to avoid a collision. bbox=[641, 953, 717, 1003]
notice-paragraph: 32. The Complaint in the Underlying Action alleges that Latoya Spinks was operating a 2005 vehicle owned by Timiya Wilkerson at the time of the accident. bbox=[152, 513, 228, 556]
bold-caption: SCOTT B. UMSTEAD, P.A. bbox=[804, 859, 878, 866]
notice-paragraph: 41. In her recorded statement, Mary McFadden stated that she has her vehicles insured with State Farm. bbox=[152, 978, 228, 1007]
notice-subheading: (NON-JURY MORTGAGE FORECLOSURE) bbox=[153, 1968, 226, 1983]
notice-heading: STATE OF SOUTH CAROLINA COUNTY OF HORRY bbox=[398, 741, 471, 768]
notice-paragraph: 34. Upon information and belief, the vehicle Ms. Spinks was operating at the time of the accident was the 2005 Honda Accord listed on the Progressive Policy. bbox=[152, 583, 228, 626]
notice-paragraph: IN THE COURT OF COMMON PLEAS CIVIL ACTION NO.: 2025-CP-26-0251 Deventer Properties, LLC, Plaintiff, vs. bbox=[722, 1222, 799, 1258]
notice-paragraph: 50. Upon information and belief, Mary McFadden does not operate any of the vehicles listed on the Progressive Policy. bbox=[233, 140, 310, 176]
notice-paragraph: s/ Lucas S. Fautua, J. Ronald Jones, Jr., (SC Bar No. 66091) Lucas S. Fautua (SC Bar No. 104371) bbox=[396, 498, 473, 527]
notice-paragraph: 49. Upon information and belief, at the time of the June 14, 2024 loss, Mary McFadden did not own any of the vehicles bbox=[152, 1314, 228, 1350]
notice-paragraph: 58. Therefore, Progressive is entitled to a declaration that the Progressive Policy is void from inception because the named insured, Mary McFadden, had no insurable interest in the insured vehicles at the time of the Policy's inception and/or at the time of the loss. bbox=[233, 506, 310, 579]
notice-paragraph: 52. Upon information and belief, when the Progressive Policy incepted on April 28, 2024, Keisha McFadden, Latoya Spinks, and Timiya Wilkerson did not live with Mary McFadden. bbox=[233, 224, 310, 275]
notice-paragraph: 51. Upon information and belief, Mary McFadden does not have any financial interest in any of the vehicles that were added to the Progressive Policy. bbox=[233, 179, 310, 222]
notice-heading: NOTICE bbox=[583, 797, 612, 807]
bold-caption: J.R. BATTLE LAW FIRM, LLC bbox=[152, 1522, 228, 1537]
notice-paragraph: TO: Defendant EDWARD HEMINGWAY YOU ARE HEREBY SUMMONED and served with the complaint in this action, the original of which has been filed in the Office of the Clerk of the Family Court for Horry County, 1301 Second Avenue, Conway, South Carolina, on the 20th day of June 2025, a copy of which will be delivered to you upon request. You are not required to answer the complaint, but if you do, you should serve a copy of your answer upon plaintiff through its attorney, 1951 Industrial Park Road, Conway, South Carolina. bbox=[396, 876, 473, 1022]
notice-paragraph: 67. Therefore, Progressive is entitled to a declaration that the Policy is void from inception due to fraud in its procurement. bbox=[233, 917, 310, 953]
notice-paragraph: This policy was issued in reliance upon the information provided on your insurance application. We may void this policy at any time, including after the occurrence of an accident or loss, if you: 1. made incorrect statements or representations to us with regard to any material fact or circumstance; 2. concealed or misrepresented any material fact or circumstance; or 3. engaged in fraudulent conduct; at the time of application. This means that we will not be liable for any claims or damages that would otherwise be covered unless we have certified this policy as proof of financial responsibility... bbox=[152, 124, 228, 284]
notice-paragraph: 66. At the time the Policy was procured, Progressive was not aware that the person applying for the Policy was not Mary McFadden. Otherwise, the Policy would not have been issued. bbox=[233, 864, 310, 915]
notice-paragraph: 54. Upon information and belief, Mary McFadden insures her vehicles with State Farm. bbox=[233, 323, 310, 352]
notice-paragraph: 18. Defendant owed Plaintiff a common-law duty to do the following: a. Keep a proper lookout; b. Maintain adequate attention on the road while driving; c. Maintain her vehicle in a roadworthy manner; d. Yield the right-of-way; e. Operate her vehicle in a safe manner and at a safe speed; and f. Drive in a reasonably careful manner with respect for the rights and safety of others. bbox=[722, 283, 799, 385]
notice-paragraph: 13. Defendant's breach of the statutory duties described above, is not only negligence per se, but is also evidence of recklessness, willfulness, and wantonness sufficient to entitle Plaintiff to both compensatory and punitive damages. bbox=[641, 1037, 717, 1102]
page-number: C4 bbox=[152, 90, 174, 111]
notice-paragraph: 53. Upon information and belief, at the time of the loss on June 14, 2024, Keisha McFadden, Latoya Spinks, and Timiya Wilkerson did not live with Mary McFadden. bbox=[233, 277, 310, 321]
notice-paragraph: 21. Defendant's negligent, grossly negligent, careless, reckless, willful, and wanton breach of her duty proximately caused Plaintiff serious injuries and required extensive medical treatment. bbox=[722, 566, 799, 617]
notice-heading: STATE OF SOUTH CAROLINA COUNTY OF HORRY bbox=[806, 937, 879, 964]
notice-paragraph: (Negligence) 17. Plaintiff incorporates the foregoing paragraphs as if fully repeated verbatim here. bbox=[722, 252, 799, 280]
notice-paragraph: 6. At or around the same time, and at all relevant times hereto, Defendant was operating a motor vehicle traveling north on U.S. Highway 17 in the County of Horry, State of South Carolina. bbox=[641, 722, 717, 780]
notice-paragraph: And to any infant(s) that may be residents or nonresidents of the State of South Carolina and to the legal guardian of said minor(s), and to the parents and/or relatives with whom they may reside or by whom they may be employed, if any there be, and to all other persons whose whereabouts cannot be ascertained: bbox=[804, 510, 880, 590]
notice-paragraph: 14. Defendant's violations of her statutory duties proximately caused Plaintiff to suffer the following: a. Significant past and future medical expenses; bbox=[641, 1105, 717, 1148]
notice-paragraph: 20. Defendant's breach of these duties was not only negligent, but also grossly negligent, careless, reckless, willful, and wanton. bbox=[722, 528, 799, 564]
notice-paragraph: TO MINOR(S) OVER FOURTEEN YEARS OF AGE, AND/OR TO MINOR(S) UNDER FOURTEEN YEARS OF AGE AND THE PERSON WITH WHOM THE MINOR(S) RESIDES, AND/OR TO PERSONS UNDER SOME LEGAL DISABILITY: YOU ARE FURTHER SUMMONED AND NOTIFIED to apply for the appointment of a guardian ad litem within thirty (30) days after the service of this Summons upon you. If you fail to do so, application for such appointment will be made bbox=[152, 2341, 228, 2487]
masthead-left bbox=[152, 91, 381, 112]
